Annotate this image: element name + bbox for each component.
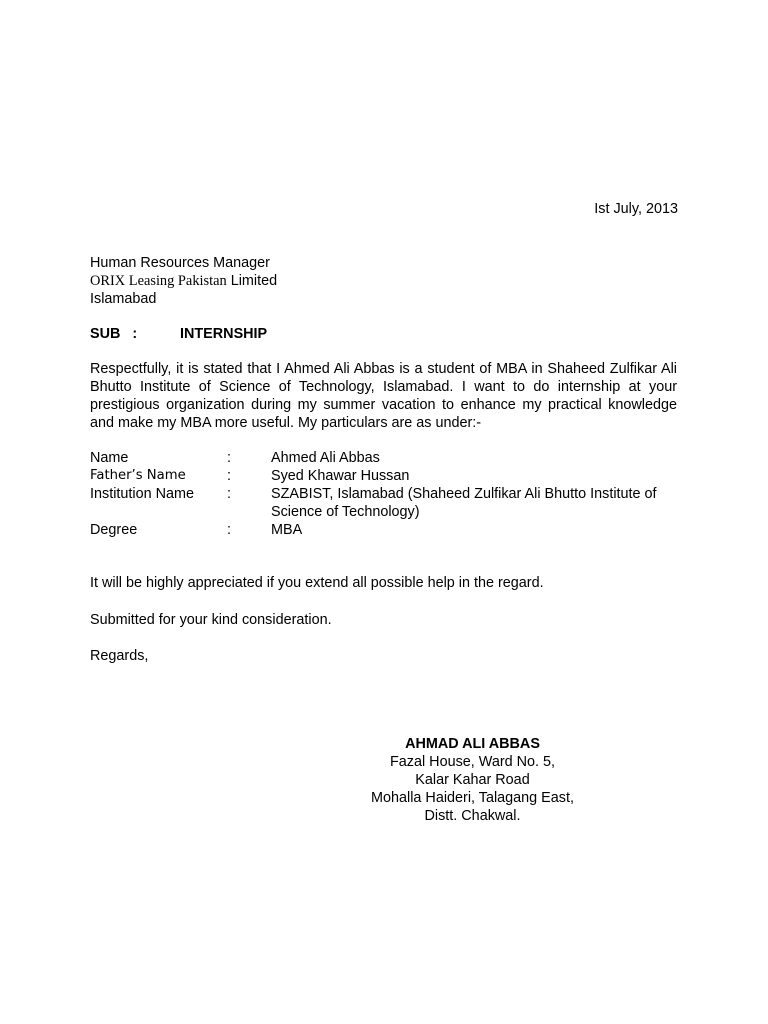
- particular-row-institution: [90, 485, 680, 521]
- particular-separator: :: [227, 522, 231, 538]
- signature-address-line: Mohalla Haideri, Talagang East,: [371, 790, 574, 806]
- signature-name: AHMAD ALI ABBAS: [405, 736, 540, 752]
- subject-line: [90, 325, 267, 343]
- particular-value: MBA: [271, 522, 303, 538]
- closing-line: Regards,: [90, 648, 149, 664]
- letter-date: Ist July, 2013: [594, 201, 678, 217]
- recipient-city: Islamabad: [90, 291, 157, 307]
- particular-key: Degree: [90, 522, 138, 538]
- body-paragraph: Respectfully, it is stated that I Ahmed Ali Abbas is a student of MBA in Shaheed Zulfikar Ali Bhutto Institute of Science of Technology, Islamabad. I want to do internship at your prestigious organization during my summer vacation to enhance my practical knowledge and make my MBA more useful. My particulars are as under:-: [90, 361, 677, 431]
- particular-value: SZABIST, Islamabad (Shaheed Zulfikar Ali Bhutto Institute of Science of Technology): [271, 486, 657, 520]
- particular-key: Father’s Name: [90, 468, 186, 483]
- particular-separator: :: [227, 486, 231, 502]
- recipient-org-suffix: Limited: [226, 273, 278, 289]
- subject-value: INTERNSHIP: [180, 326, 268, 342]
- particular-separator: :: [227, 468, 231, 484]
- appreciation-line: It will be highly appreciated if you extend all possible help in the regard.: [90, 575, 544, 591]
- recipient-org-name: ORIX Leasing Pakistan: [90, 273, 227, 289]
- submitted-line: Submitted for your kind consideration.: [90, 612, 332, 628]
- particular-separator: :: [227, 450, 231, 466]
- signature-block: [320, 735, 625, 825]
- particular-row-degree: [90, 521, 680, 539]
- particular-value: Syed Khawar Hussan: [271, 468, 410, 484]
- recipient-block: [90, 254, 277, 308]
- signature-address-line: Distt. Chakwal.: [424, 808, 521, 824]
- particular-key: Name: [90, 450, 129, 466]
- particular-key: Institution Name: [90, 486, 194, 502]
- recipient-organization: [90, 272, 277, 290]
- particular-value: Ahmed Ali Abbas: [271, 450, 380, 466]
- signature-address-line: Fazal House, Ward No. 5,: [389, 754, 556, 770]
- signature-address-line: Kalar Kahar Road: [415, 772, 530, 788]
- particular-row-name: [90, 449, 680, 467]
- particular-row-father: [90, 467, 680, 485]
- particulars-table: [90, 449, 680, 539]
- subject-label: SUB :: [90, 326, 138, 342]
- recipient-title: Human Resources Manager: [90, 255, 270, 271]
